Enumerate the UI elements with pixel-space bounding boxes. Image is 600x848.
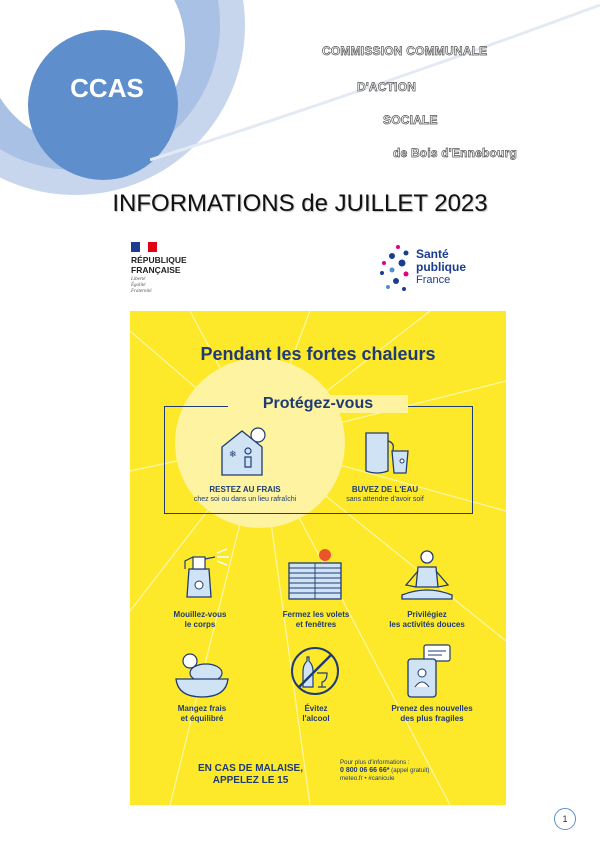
republique-francaise-label: RÉPUBLIQUE FRANÇAISE — [131, 255, 187, 275]
heatwave-poster — [130, 311, 506, 805]
sante-publique-dots-icon — [378, 243, 414, 295]
page-title: INFORMATIONS de JUILLET 2023 — [112, 190, 488, 217]
marianne-flag-icon — [131, 242, 157, 252]
food-bowl-icon — [172, 647, 232, 701]
page-number: 1 — [554, 808, 576, 830]
commission-line-4: de Bois d'Ennebourg — [393, 146, 517, 160]
tip-gentle-activities: Privilégiez les activités douces — [389, 610, 465, 629]
tip-drink-water: BUVEZ DE L'EAU sans attendre d'avoir soif — [346, 485, 424, 503]
water-jug-icon — [358, 421, 414, 477]
tip-avoid-alcohol: Évitez l'alcool — [302, 704, 330, 723]
svg-text:❄: ❄ — [229, 450, 237, 460]
spray-bottle-icon — [175, 545, 231, 601]
commission-line-1: COMMISSION COMMUNALE — [322, 44, 488, 58]
commission-line-3: SOCIALE — [383, 113, 438, 127]
poster-title: Pendant les fortes chaleurs — [200, 344, 436, 364]
commission-line-2: D'ACTION — [357, 80, 417, 94]
phone-message-icon — [404, 641, 456, 701]
tip-wet-body: Mouillez-vous le corps — [173, 610, 227, 629]
emergency-call-text: EN CAS DE MALAISE, APPELEZ LE 15 — [198, 763, 304, 786]
shutters-icon — [287, 545, 345, 603]
tip-stay-cool: RESTEZ AU FRAIS chez soi ou dans un lieu rafraîchi — [193, 485, 297, 503]
more-info-text: Pour plus d'informations : 0 800 06 66 66* (appel gratuit) meteo.fr • #canicule — [340, 759, 430, 782]
tip-close-shutters: Fermez les volets et fenêtres — [282, 610, 350, 629]
meditation-icon — [398, 547, 456, 603]
tip-check-vulnerable: Prenez des nouvelles des plus fragiles — [391, 704, 473, 723]
no-alcohol-icon — [289, 645, 341, 697]
republique-motto: Liberté Égalité Fraternité — [131, 277, 152, 294]
ccas-logo-text: CCAS — [70, 73, 144, 103]
tip-eat-fresh: Mangez frais et équilibré — [177, 704, 227, 723]
house-snowflake-icon — [218, 421, 270, 477]
sante-publique-label: Santé publique France — [416, 247, 466, 286]
poster-subtitle: Protégez-vous — [228, 395, 408, 413]
